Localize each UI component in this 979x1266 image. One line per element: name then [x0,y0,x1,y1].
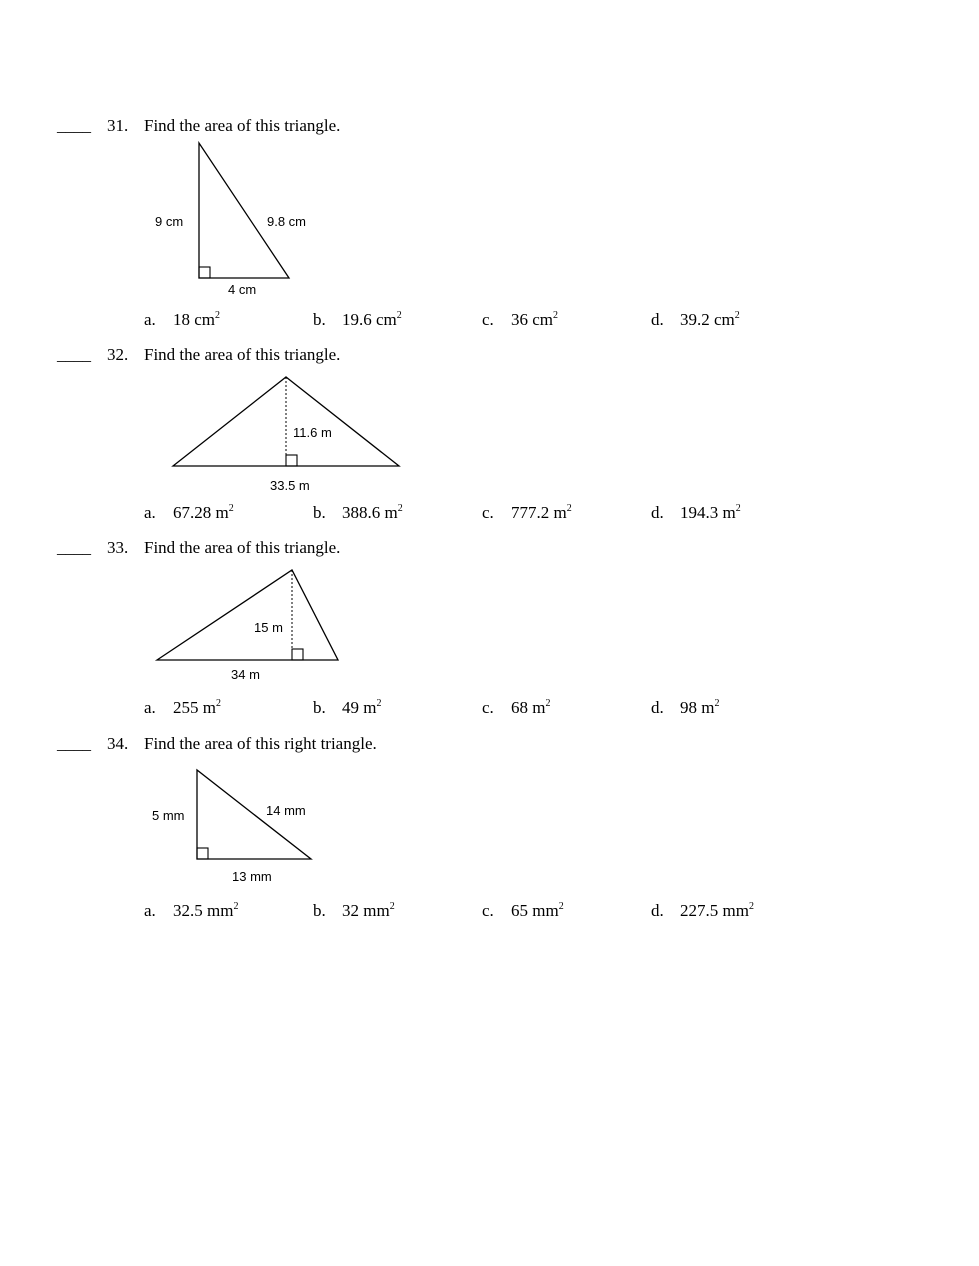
triangle-shape [173,377,399,466]
triangle-shape [197,770,311,859]
answer-blank[interactable]: ____ [57,345,91,364]
triangle-shape [157,570,338,660]
right-angle-marker [197,848,208,859]
height-label: 11.6 m [293,425,332,440]
question-prompt: Find the area of this triangle. [144,116,341,135]
question-prompt: Find the area of this right triangle. [144,734,377,753]
triangle-shape [199,143,289,278]
question-number: 32. [107,345,129,364]
side-label-left: 5 mm [152,808,185,823]
question-prompt: Find the area of this triangle. [144,538,341,557]
base-label: 33.5 m [270,478,310,493]
side-label-left: 9 cm [155,214,184,229]
choice-c[interactable]: c. 68 $m^2$ [482,698,551,717]
choice-c[interactable]: c. 777.2 $m^2$ [482,503,572,522]
answer-blank[interactable]: ____ [57,116,91,135]
choice-d[interactable]: d. 98 $m^2$ [651,698,720,717]
question-prompt: Find the area of this triangle. [144,345,341,364]
choice-b[interactable]: b. 49 $m^2$ [313,698,382,717]
side-label-hypotenuse: 14 mm [266,803,306,818]
choice-d[interactable]: d. 39.2 $cm^2$ [651,310,740,329]
choice-c[interactable]: c. 65 $mm^2$ [482,901,564,920]
choice-c[interactable]: c. 36 $cm^2$ [482,310,559,329]
side-label-hypotenuse: 9.8 cm [267,214,307,229]
choice-a[interactable]: a. 67.28 $m^2$ [144,503,234,522]
base-label: 34 m [231,667,260,682]
right-angle-marker [292,649,303,660]
right-angle-marker [286,455,297,466]
height-label: 15 m [254,620,283,635]
choice-b[interactable]: b. 32 $mm^2$ [313,901,395,920]
choice-d[interactable]: d. 227.5 $mm^2$ [651,901,754,920]
right-angle-marker [199,267,210,278]
answer-blank[interactable]: ____ [57,538,91,557]
choice-a[interactable]: a. 255 $m^2$ [144,698,221,717]
answer-blank[interactable]: ____ [57,734,91,753]
choice-a[interactable]: a. 32.5 $mm^2$ [144,901,239,920]
choice-d[interactable]: d. 194.3 $m^2$ [651,503,741,522]
question-number: 34. [107,734,129,753]
question-number: 31. [107,116,129,135]
side-label-base: 4 cm [228,282,257,297]
side-label-base: 13 mm [232,869,272,884]
choice-a[interactable]: a. 18 $cm^2$ [144,310,221,329]
choice-b[interactable]: b. 19.6 $cm^2$ [313,310,402,329]
question-number: 33. [107,538,129,557]
choice-b[interactable]: b. 388.6 $m^2$ [313,503,403,522]
